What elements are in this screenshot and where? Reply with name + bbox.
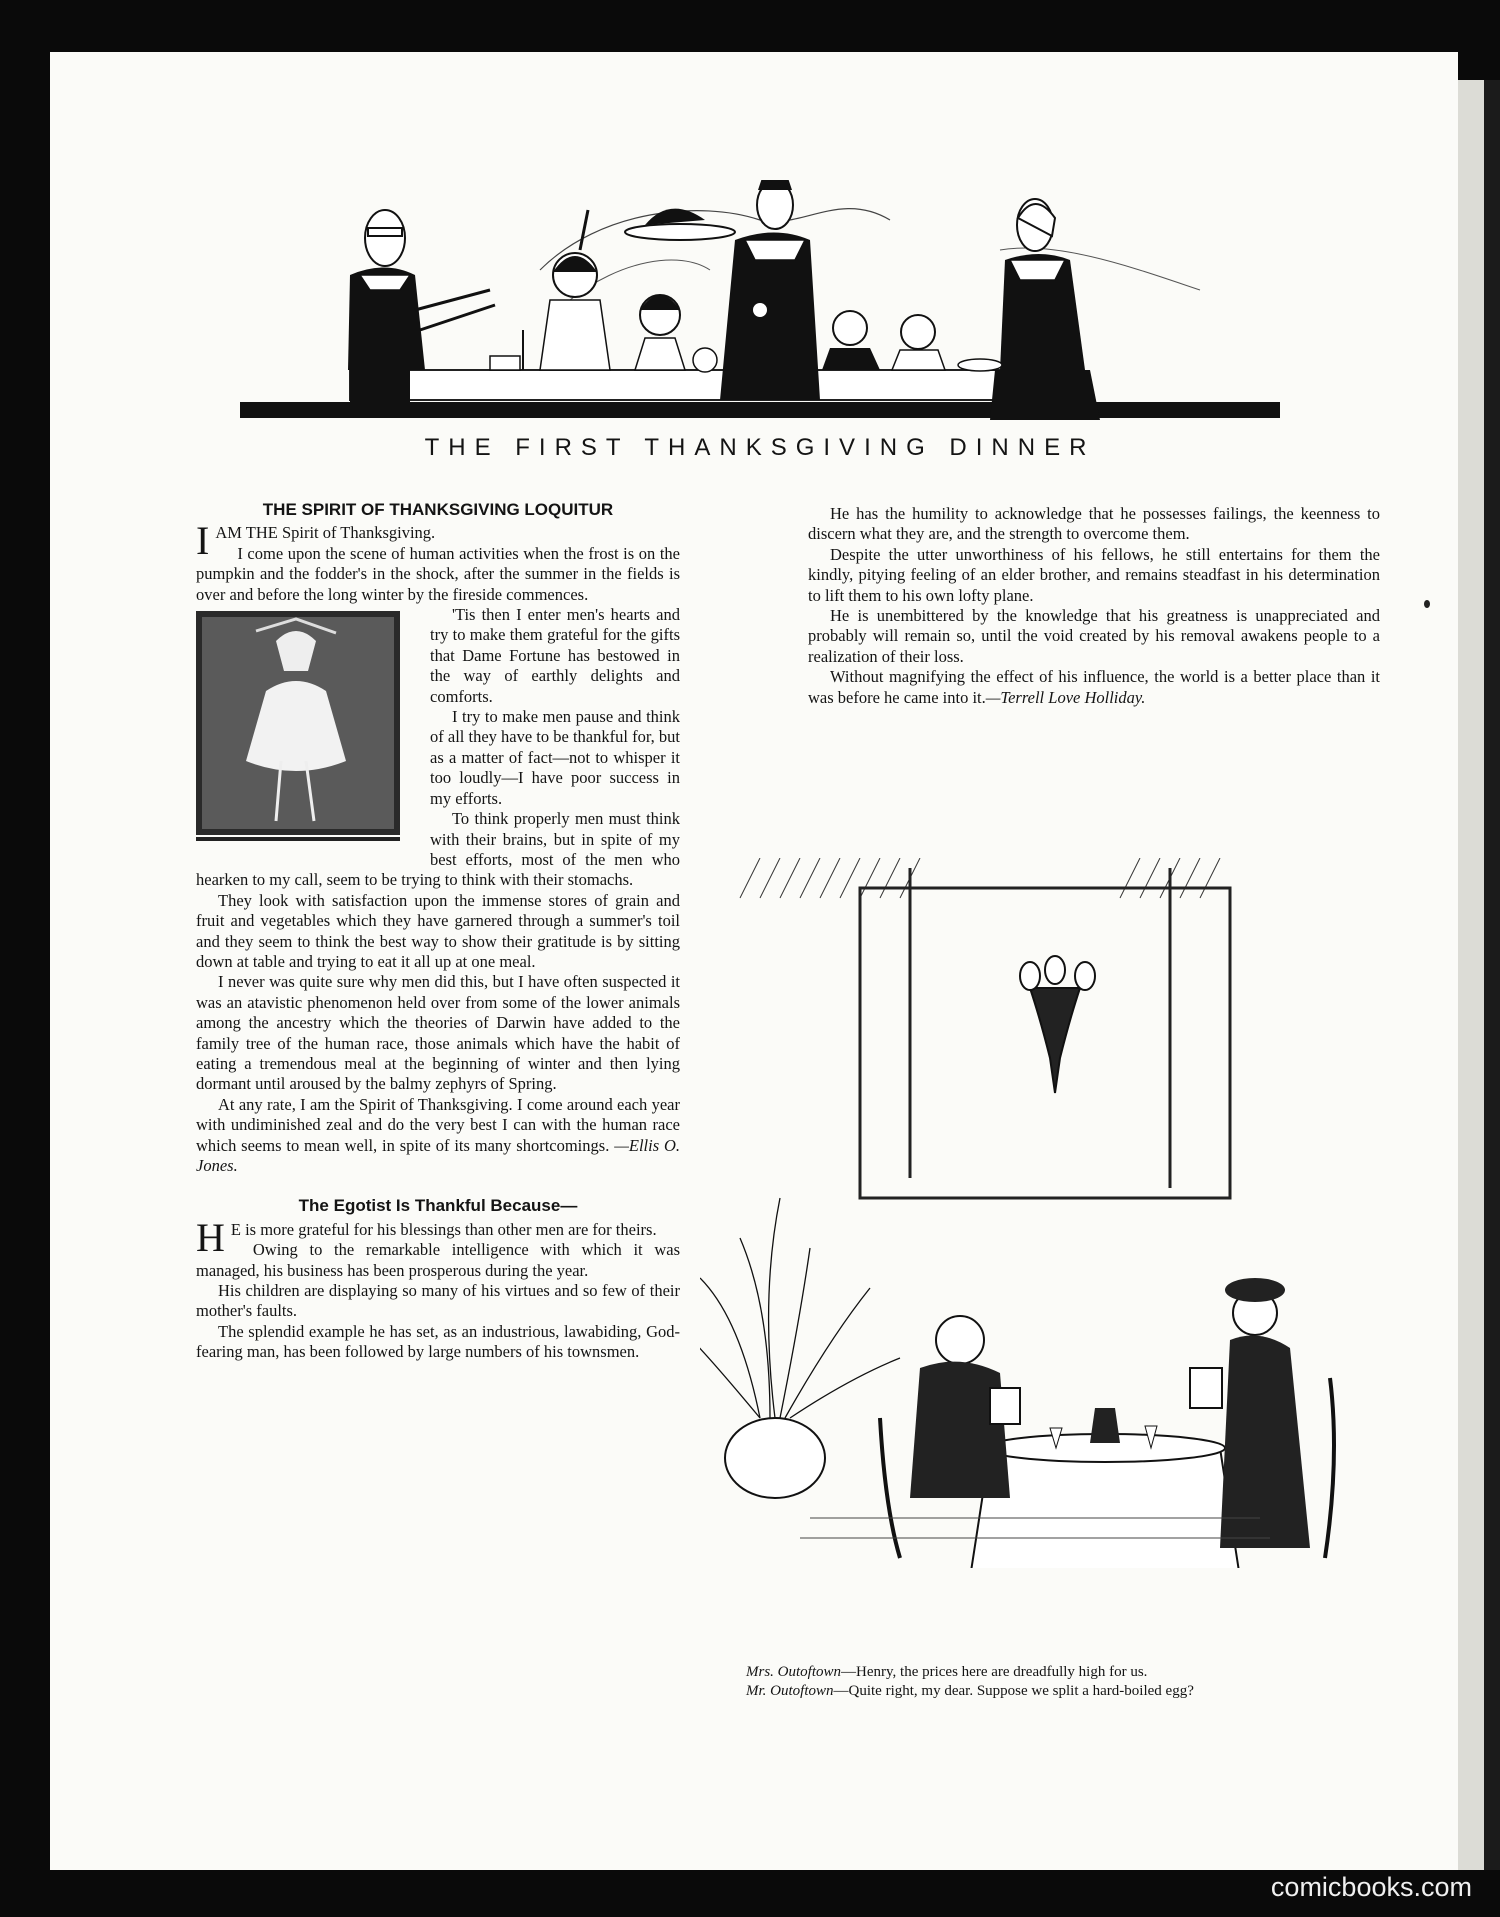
- article2-signature: —Terrell Love Holliday.: [985, 687, 1146, 707]
- article1-paragraph: To think properly men must think with their brains, but in spite of my best efforts, most of the men who hearken to my call, seem to be trying to think with their stomachs.: [196, 809, 680, 890]
- article1-paragraph: I come upon the scene of human activities when the frost is on the pumpkin and the fodder's in the shock, after the summer in the fields is over and before the long winter by the fireside commences.: [196, 543, 680, 604]
- spirit-woman-illustration: [196, 611, 418, 847]
- caption-line: Mr. Outoftown—Quite right, my dear. Suppose we split a hard-boiled egg?: [746, 1683, 1194, 1699]
- article1-signature: —Ellis O. Jones.: [196, 1135, 681, 1175]
- article2-paragraph: Without magnifying the effect of his influence, the world is a better place than it was before he came into it.—Terrell Love Holliday.: [808, 667, 1380, 707]
- watermark: comicbooks.com: [1270, 1872, 1472, 1902]
- right-column: [808, 504, 1380, 708]
- article2-paragraph: Owing to the remarkable intelligence with which it was managed, his business has been prosperous during the year.: [196, 1240, 680, 1280]
- ink-dot: [1424, 600, 1430, 608]
- article1-paragraph: They look with satisfaction upon the immense stores of grain and fruit and vegetables which they have garnered through a summer's toil and they seem to think the best way to show their gratitude is by sitting down at table and trying to eat it all up at one meal.: [196, 890, 680, 971]
- article2-paragraph: He has the humility to acknowledge that he possesses failings, the keenness to discern what they are, and the strength to overcome them.: [808, 504, 1380, 544]
- article1-paragraph: At any rate, I am the Spirit of Thanksgiving. I come around each year with undiminished zeal and do the very best I can with the human race which seems to mean well, in spite of its many shortcomings. —Ellis O. Jones.: [196, 1094, 681, 1175]
- article2-paragraph: His children are displaying so many of his virtues and so few of their mother's faults.: [196, 1281, 680, 1321]
- page-headline: THE FIRST THANKSGIVING DINNER: [424, 434, 1096, 461]
- article2-paragraph: The splendid example he has set, as an industrious, lawabiding, God-fearing man, has been followed by large numbers of his townsmen.: [196, 1321, 680, 1362]
- article2-paragraph: Despite the utter unworthiness of his fellows, he still entertains for them the kindly, pitying feeling of an elder brother, and remains steadfast in his determination to lift them to his own lofty plane.: [808, 544, 1380, 605]
- article-title-egotist: The Egotist Is Thankful Because—: [298, 1196, 578, 1216]
- caption-line: Mrs. Outoftown—Henry, the prices here are dreadfully high for us.: [746, 1664, 1148, 1680]
- article1-paragraph: 'Tis then I enter men's hearts and try to make them grateful for the gifts that Dame Fortune has bestowed in the way of earthly delights and comforts.: [430, 605, 680, 706]
- article1-paragraph: I try to make men pause and think of all they have to be thankful for, but as a matter of fact—not to whisper it too loudly—I have poor success in my efforts.: [430, 707, 680, 808]
- dropcap-i: I: [196, 518, 210, 564]
- article2-first-line: H E is more grateful for his blessings than other men are for theirs.: [196, 1214, 657, 1260]
- article2-paragraph: He is unembittered by the knowledge that his greatness is unappreciated and probably will remain so, until the void created by his removal awakens people to a realization of their loss.: [808, 606, 1380, 666]
- facing-page-edge: [1458, 80, 1484, 1870]
- article1-paragraph: I never was quite sure why men did this, but I have often suspected it was an atavistic phenomenon held over from some of the lower animals among the ancestry which the theories of Darwin have added to the family tree of the human race, those animals which have the habit of eating a tremendous meal at the beginning of winter and then lying dormant until aroused by the balmy zephyrs of Spring.: [196, 972, 680, 1094]
- thanksgiving-dinner-illustration: [240, 180, 1280, 425]
- left-column: [196, 500, 680, 1363]
- article-title-spirit: THE SPIRIT OF THANKSGIVING LOQUITUR: [262, 500, 614, 519]
- article1-first-line: IAM THE Spirit of Thanksgiving.: [196, 518, 436, 564]
- dropcap-h: H: [196, 1214, 225, 1260]
- cartoon-caption: [746, 1663, 1386, 1701]
- binding-shadow: [1484, 80, 1500, 1870]
- restaurant-cartoon-illustration: [700, 858, 1380, 1568]
